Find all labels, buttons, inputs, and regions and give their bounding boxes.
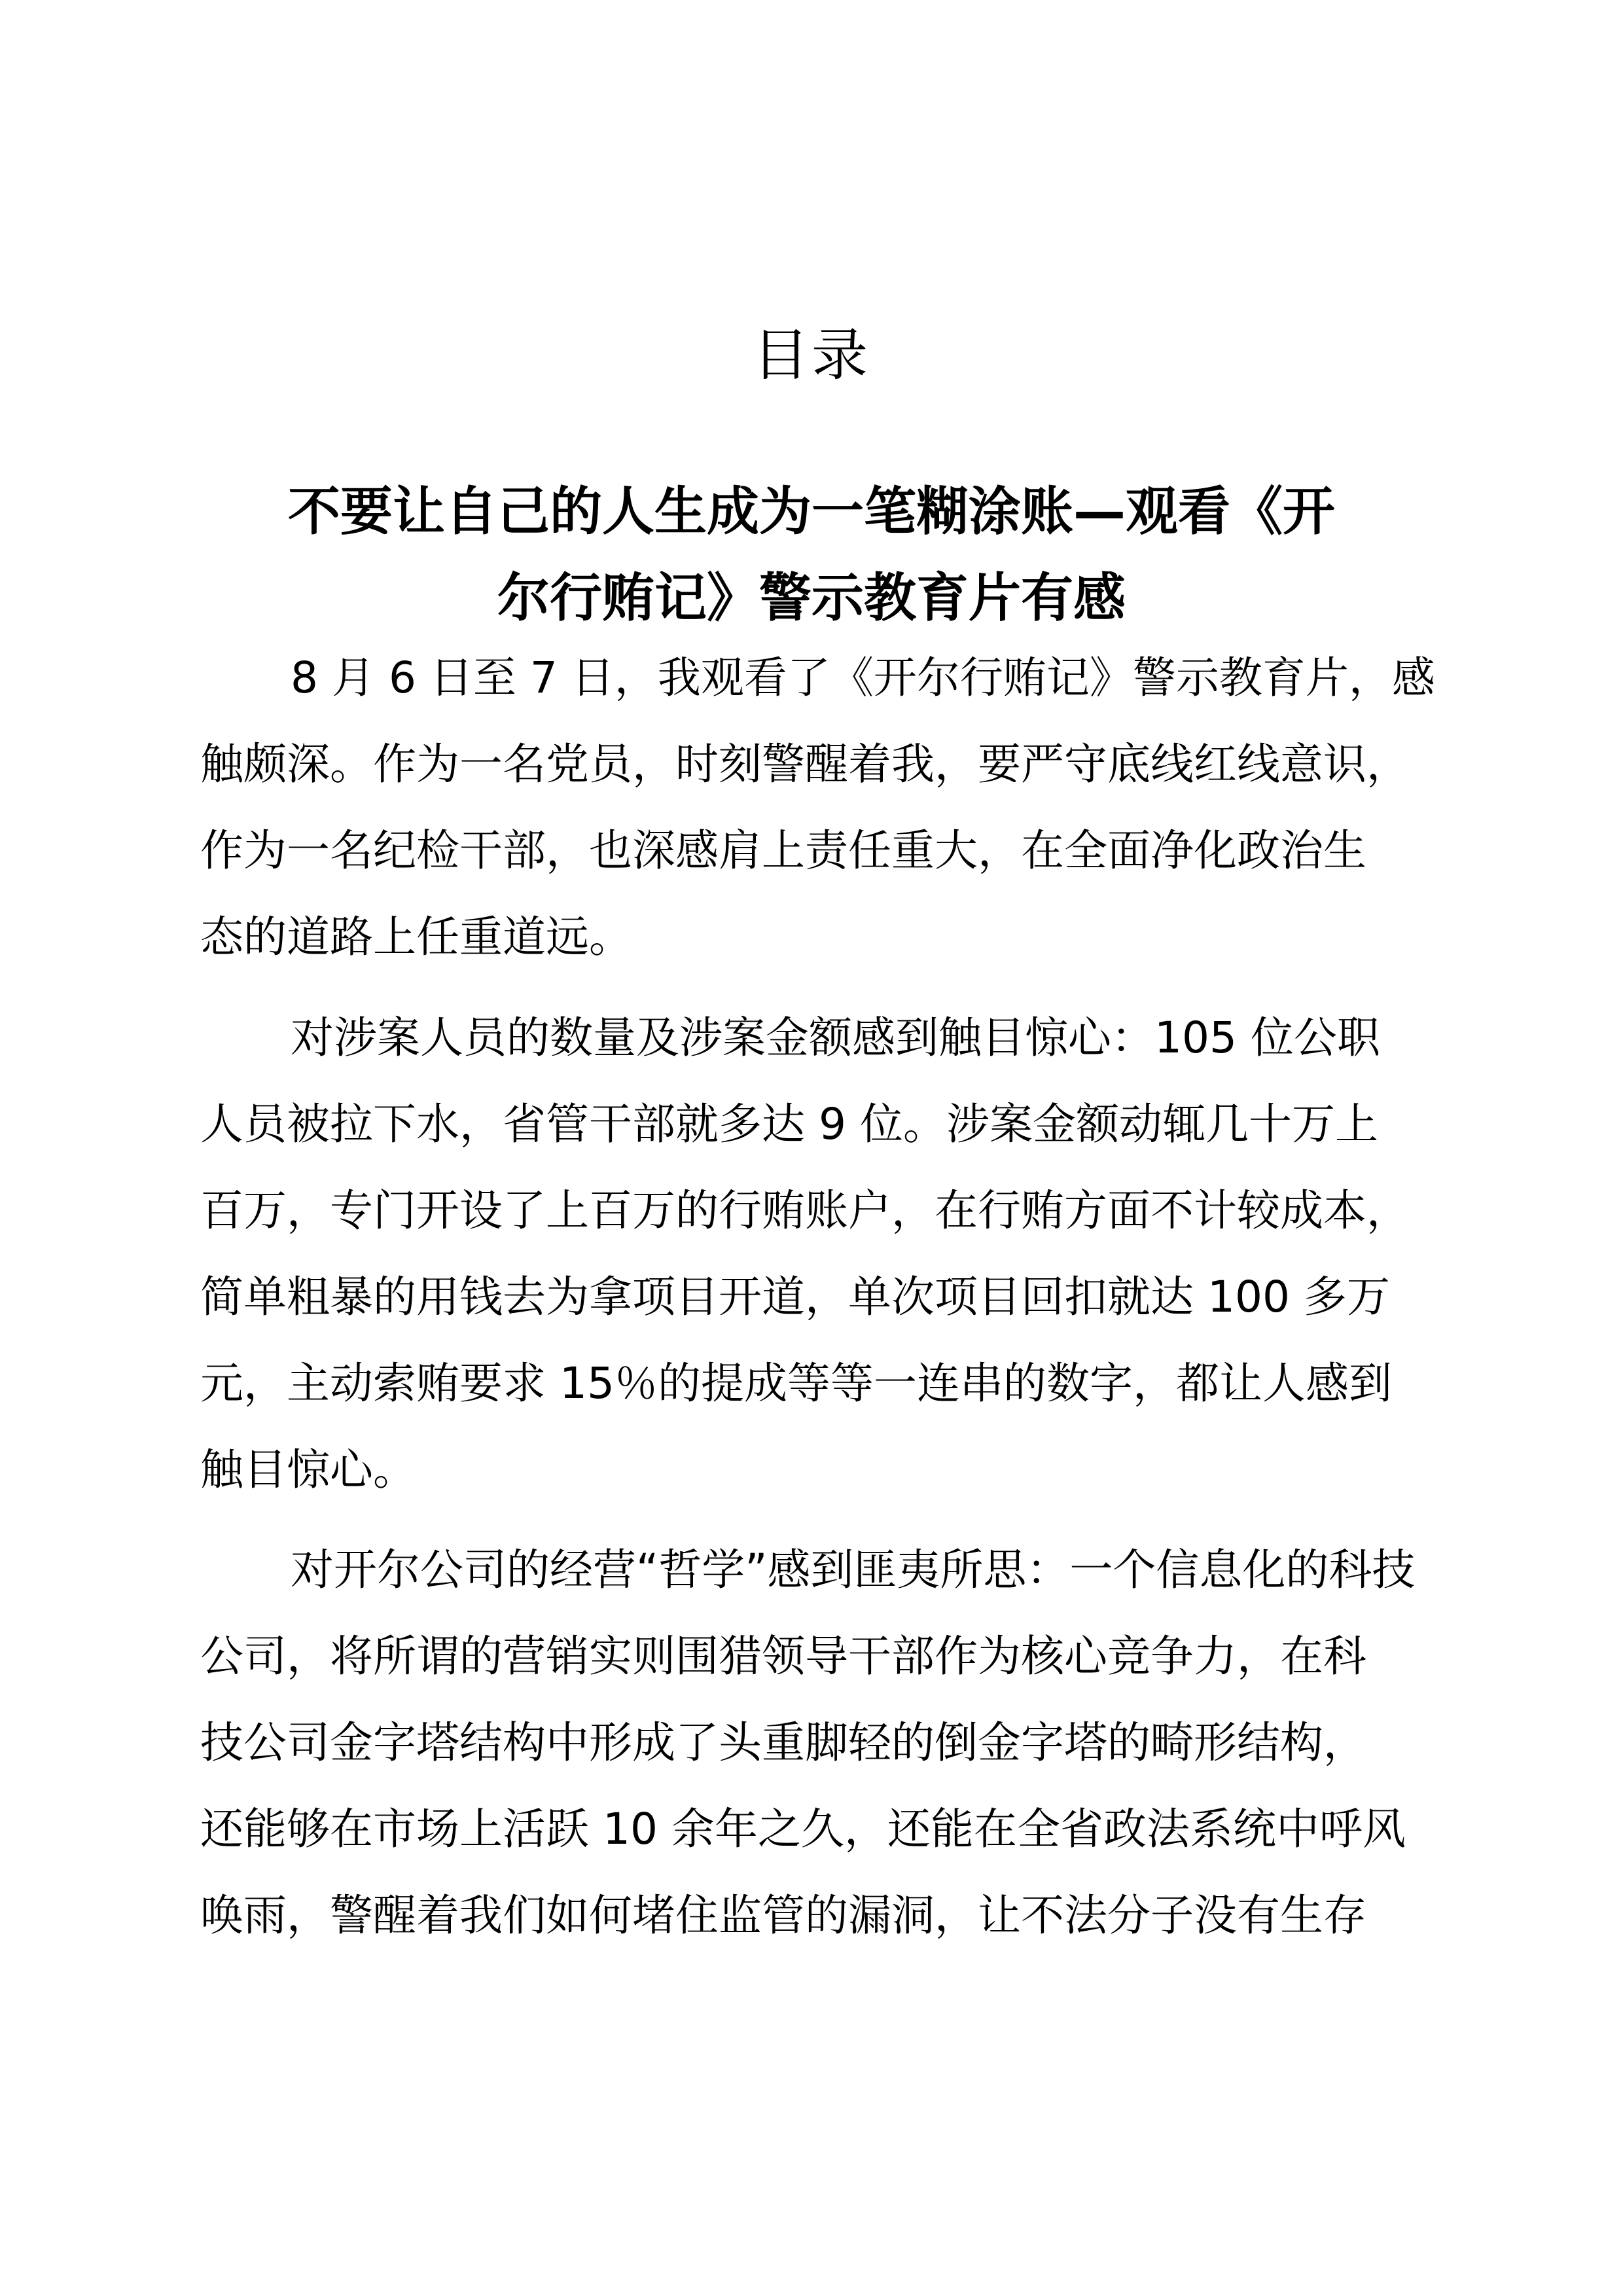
body-paragraph — [200, 1527, 1457, 1959]
paragraph-line: 触颇深。作为一名党员，时刻警醒着我，要严守底线红线意识， — [200, 739, 1410, 789]
article-title-line: 尔行贿记》警示教育片有感 — [497, 567, 1126, 629]
paragraph-line: 人员被拉下水，省管干部就多达 9 位。涉案金额动辄几十万上 — [200, 1099, 1378, 1149]
body-paragraph — [200, 995, 1457, 1513]
toc-heading: 目录 — [753, 322, 870, 388]
paragraph-line: 还能够在市场上活跃 10 余年之久，还能在全省政法系统中呼风 — [200, 1804, 1406, 1854]
paragraph-line: 对开尔公司的经营“哲学”感到匪夷所思：一个信息化的科技 — [291, 1545, 1416, 1595]
article-title — [196, 469, 1427, 641]
paragraph-line: 技公司金字塔结构中形成了头重脚轻的倒金字塔的畸形结构， — [200, 1717, 1366, 1768]
body-paragraph — [200, 635, 1457, 980]
paragraph-line: 简单粗暴的用钱去为拿项目开道，单次项目回扣就达 100 多万 — [200, 1272, 1390, 1322]
paragraph-line: 对涉案人员的数量及涉案金额感到触目惊心：105 位公职 — [291, 1013, 1380, 1063]
paragraph-line: 态的道路上任重道远。 — [200, 912, 632, 962]
paragraph-line: 触目惊心。 — [200, 1444, 416, 1495]
paragraph-line: 8 月 6 日至 7 日，我观看了《开尔行贿记》警示教育片，感 — [291, 653, 1435, 703]
paragraph-line: 公司，将所谓的营销实则围猎领导干部作为核心竞争力，在科 — [200, 1631, 1366, 1681]
article-title-line: 不要让自己的人生成为一笔糊涂账—观看《开 — [288, 481, 1335, 543]
paragraph-line: 百万，专门开设了上百万的行贿账户，在行贿方面不计较成本， — [200, 1185, 1410, 1236]
paragraph-line: 唤雨，警醒着我们如何堵住监管的漏洞，让不法分子没有生存 — [200, 1890, 1366, 1941]
paragraph-line: 作为一名纪检干部，也深感肩上责任重大，在全面净化政治生 — [200, 825, 1366, 876]
paragraph-line: 元，主动索贿要求 15％的提成等等一连串的数字，都让人感到 — [200, 1358, 1392, 1408]
